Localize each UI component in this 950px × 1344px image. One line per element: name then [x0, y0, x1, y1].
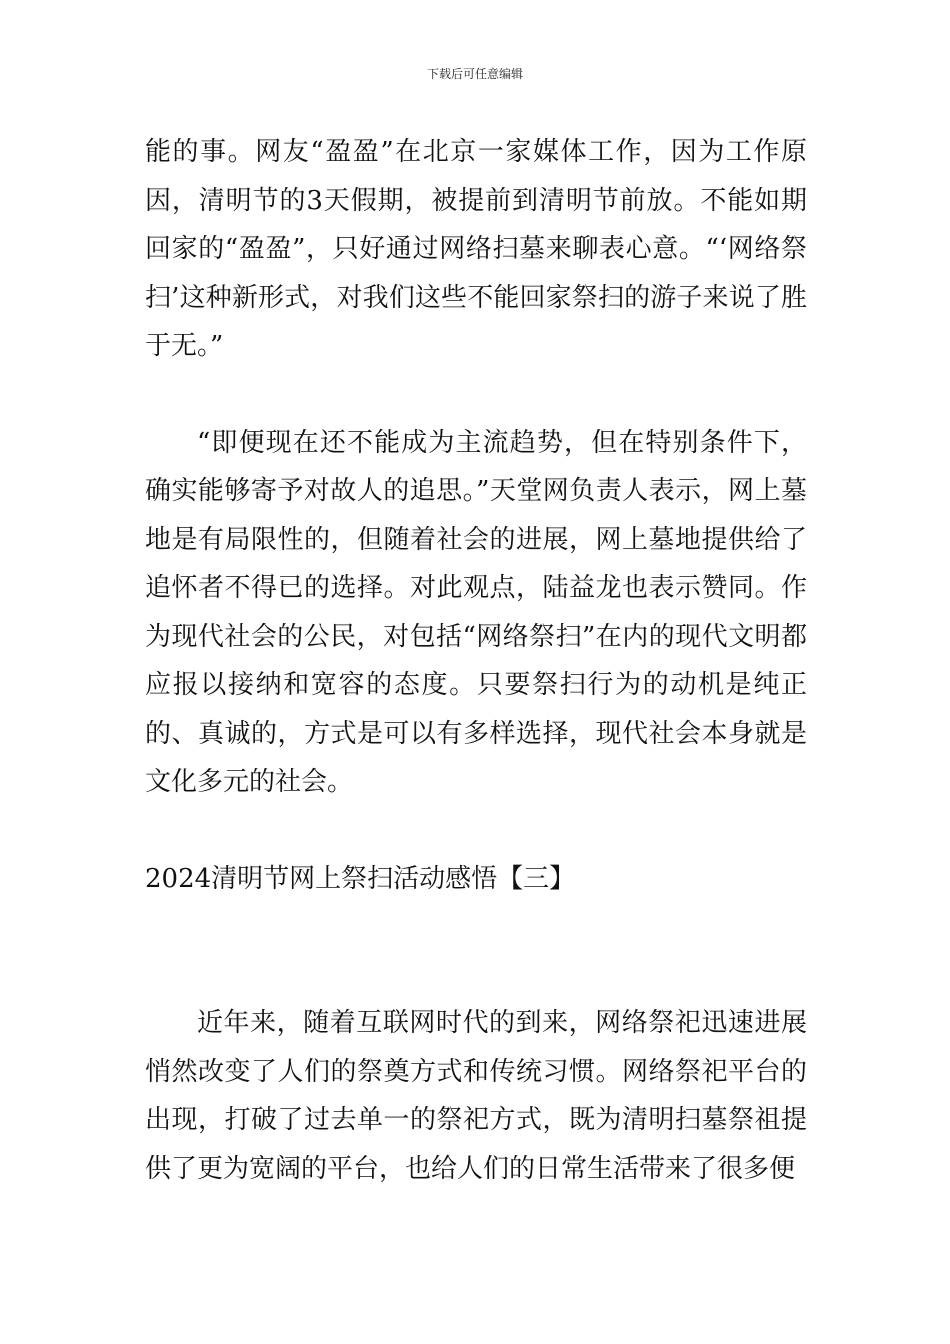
- paragraph-continued: 能的事。网友“盈盈”在北京一家媒体工作，因为工作原因，清明节的3天假期，被提前到清明节前放。不能如期回家的“盈盈”，只好通过网络扫墓来聊表心意。“‘网络祭扫’这种新形式，对我们这些不能回家祭扫的游子来说了胜于无。”: [145, 137, 807, 361]
- paragraph-quote: “即便现在还不能成为主流趋势，但在特别条件下，确实能够寄予对故人的追思。”天堂网负责人表示，网上墓地是有局限性的，但随着社会的进展，网上墓地提供给了追怀者不得已的选择。对此观点，陆益龙也表示赞同。作为现代社会的公民，对包括“网络祭扫”在内的现代文明都应报以接纳和宽容的态度。只要祭扫行为的动机是纯正的、真诚的，方式是可以有多样选择，现代社会本身就是文化多元的社会。: [145, 427, 807, 797]
- section-title: 2024清明节网上祭扫活动感悟【三】: [145, 863, 576, 894]
- page-header-note: 下载后可任意编辑: [426, 67, 523, 81]
- document-body: [145, 128, 807, 1193]
- section-paragraph: 近年来，随着互联网时代的到来，网络祭祀迅速进展悄然改变了人们的祭奠方式和传统习惯。网络祭祀平台的出现，打破了过去单一的祭祀方式，既为清明扫墓祭祖提供了更为宽阔的平台，也给人们的日常生活带来了很多便: [145, 1008, 807, 1184]
